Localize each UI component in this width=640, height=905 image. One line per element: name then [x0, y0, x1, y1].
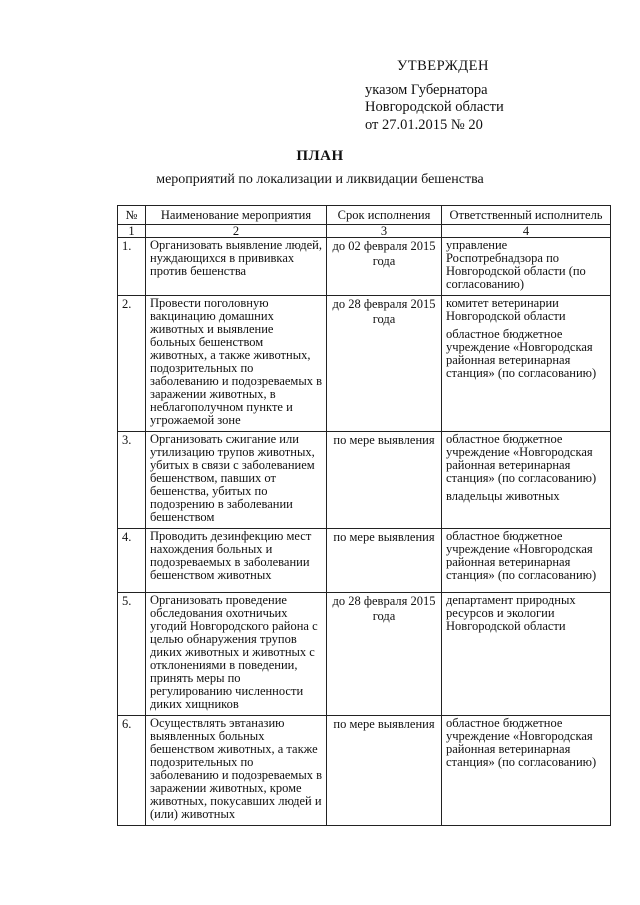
row-number: 1.	[118, 238, 146, 296]
measure-text: Организовать выявление людей, нуждающихся в прививках против бешенства	[146, 238, 327, 296]
row-number: 3.	[118, 432, 146, 529]
row-number: 4.	[118, 529, 146, 593]
row-number: 2.	[118, 296, 146, 432]
column-number: 3	[327, 225, 442, 238]
measure-text: Организовать сжигание или утилизацию трупов животных, убитых в связи с заболеванием бешенством, павших от бешенства, убитых по подозрению в заболевании бешенством	[146, 432, 327, 529]
approval-heading: УТВЕРЖДЕН	[397, 58, 489, 74]
measure-responsible	[442, 296, 611, 432]
responsible-item: управление Роспотребнадзора по Новгородской области (по согласованию)	[446, 238, 586, 291]
header-term: Срок исполнения	[327, 206, 442, 225]
measure-term: до 02 февраля 2015 года	[327, 238, 442, 296]
column-number: 2	[146, 225, 327, 238]
measure-responsible	[442, 716, 611, 826]
measure-text: Провести поголовную вакцинацию домашних животных и выявление больных бешенством животных, а также животных, подозрительных по заболеванию и подозреваемых в заражении животных, в неблагополучном пункте и угрожаемой зоне	[146, 296, 327, 432]
measure-text: Осуществлять эвтаназию выявленных больных бешенством животных, а также подозрительных по заболеванию и подозреваемых в заражении животных, кроме животных, покусавших людей и (или) животных	[146, 716, 327, 826]
measure-term: до 28 февраля 2015 года	[327, 593, 442, 716]
responsible-item: комитет ветеринарии Новгородской области	[446, 296, 566, 323]
approval-line: указом Губернатора	[365, 81, 488, 98]
measure-term: до 28 февраля 2015 года	[327, 296, 442, 432]
approval-block	[365, 58, 504, 134]
approval-line: от 27.01.2015 № 20	[365, 116, 483, 133]
measure-responsible	[442, 529, 611, 593]
document-title: ПЛАН	[296, 148, 344, 164]
responsible-item: областное бюджетное учреждение «Новгородская районная ветеринарная станция» (по согласованию)	[446, 327, 597, 380]
responsible-item: департамент природных ресурсов и экологии Новгородской области	[446, 593, 576, 633]
row-number: 6.	[118, 716, 146, 826]
measure-term: по мере выявления	[327, 529, 442, 593]
approval-line: Новгородской области	[365, 99, 504, 115]
column-number: 1	[118, 225, 146, 238]
table-row	[118, 716, 611, 826]
header-responsible: Ответственный исполнитель	[442, 206, 611, 225]
plan-table	[117, 205, 611, 826]
responsible-item: областное бюджетное учреждение «Новгородская районная ветеринарная станция» (по согласованию)	[446, 716, 597, 769]
measure-text: Организовать проведение обследования охотничьих угодий Новгородского района с целью обнаружения трупов диких животных и животных с отклонениями в поведении, принять меры по регулированию численности диких хищников	[146, 593, 327, 716]
table-row	[118, 238, 611, 296]
header-name: Наименование мероприятия	[146, 206, 327, 225]
measure-responsible	[442, 238, 611, 296]
table-row	[118, 296, 611, 432]
document-subtitle: мероприятий по локализации и ликвидации бешенства	[156, 172, 484, 187]
column-number: 4	[442, 225, 611, 238]
column-number-row	[118, 225, 611, 238]
row-number: 5.	[118, 593, 146, 716]
table-row	[118, 529, 611, 593]
table-row	[118, 593, 611, 716]
table-header-row	[118, 206, 611, 225]
table-row	[118, 432, 611, 529]
measure-text: Проводить дезинфекцию мест нахождения больных и подозреваемых в заболевании бешенством животных	[146, 529, 327, 593]
header-num: №	[118, 206, 146, 225]
measure-term: по мере выявления	[327, 432, 442, 529]
responsible-item: областное бюджетное учреждение «Новгородская районная ветеринарная станция» (по согласованию)	[446, 432, 597, 485]
responsible-item: владельцы животных	[446, 489, 560, 503]
measure-responsible	[442, 593, 611, 716]
responsible-item: областное бюджетное учреждение «Новгородская районная ветеринарная станция» (по согласованию)	[446, 529, 597, 582]
measure-term: по мере выявления	[327, 716, 442, 826]
measure-responsible	[442, 432, 611, 529]
